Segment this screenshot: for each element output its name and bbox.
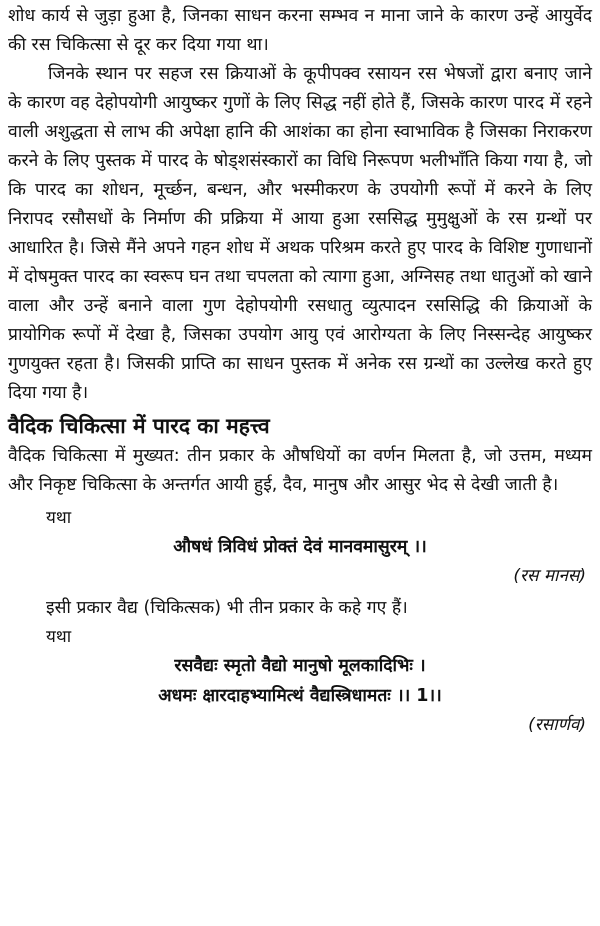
paragraph-1: शोध कार्य से जुड़ा हुआ है, जिनका साधन करना सम्भव न माना जाने के कारण उन्हें आयुर्वेद की रस चिकित्सा से दूर कर दिया गया था। — [8, 6, 592, 55]
verse-2-line-2: अधमः क्षारदाहभ्यामित्थं वैद्यस्त्रिधामतः ।। 1।। — [158, 686, 442, 706]
paragraph-3: वैदिक चिकित्सा में मुख्यत: तीन प्रकार के औषधियों का वर्णन मिलता है, जो उत्तम, मध्यम और निकृष्ट चिकित्सा के अन्तर्गत आयी हुई, दैव, मानुष और आसुर भेद से देखी जाती है। — [8, 446, 592, 495]
verse-2-line-1: रसवैद्यः स्मृतो वैद्यो मानुषो मूलकादिभिः । — [174, 656, 426, 676]
source-citation-2: (रसार्णव) — [528, 715, 586, 735]
yatha-label-2: यथा — [46, 627, 72, 647]
source-citation-1: (रस मानस) — [513, 566, 586, 586]
yatha-label-1: यथा — [46, 508, 72, 528]
paragraph-4: इसी प्रकार वैद्य (चिकित्सक) भी तीन प्रकार के कहे गए हैं। — [46, 598, 408, 618]
paragraph-2: जिनके स्थान पर सहज रस क्रियाओं के कूपीपक्व रसायन रस भेषजों द्वारा बनाए जाने के कारण वह देहोपयोगी आयुष्कर गुणों के लिए सिद्ध नहीं होते हैं, जिसके कारण पारद में रहने वाली अशुद्धता से लाभ की अपेक्षा हानि की आशंका का होना स्वाभाविक है जिसका निराकरण करने के लिए पुस्तक में पारद के षोड्शसंस्कारों का विधि निरूपण भलीभाँति किया गया है, जो कि पारद का शोधन, मूर्च्छन, बन्धन, और भस्मीकरण के उपयोगी रूपों में करने के लिए निरापद रसौसधों के निर्माण की प्रक्रिया में आया हुआ रससिद्ध मुमुक्षुओं के रस ग्रन्थों पर आधारित है। जिसे मैंने अपने गहन शोध में अथक परिश्रम करते हुए पारद के विशिष्ट गुणाधानों में दोषमुक्त पारद का स्वरूप घन तथा चपलता को त्यागा हुआ, अग्निसह तथा धातुओं को खाने वाला और उन्हें बनाने वाला गुण देहोपयोगी रसधातु व्युत्पादन रससिद्धि की क्रियाओं के प्रायोगिक रूपों में देखा है, जिसका उपयोग आयु एवं आरोग्यता के लिए निस्सन्देह आयुष्कर गुणयुक्त रहता है। जिसकी प्राप्ति का साधन पुस्तक में अनेक रस ग्रन्थों का उल्लेख करते हुए दिया गया है। — [8, 64, 592, 403]
section-heading: वैदिक चिकित्सा में पारद का महत्त्व — [8, 414, 270, 438]
verse-1: औषधं त्रिविधं प्रोक्तं देवं मानवमासुरम् ।। — [173, 537, 427, 557]
